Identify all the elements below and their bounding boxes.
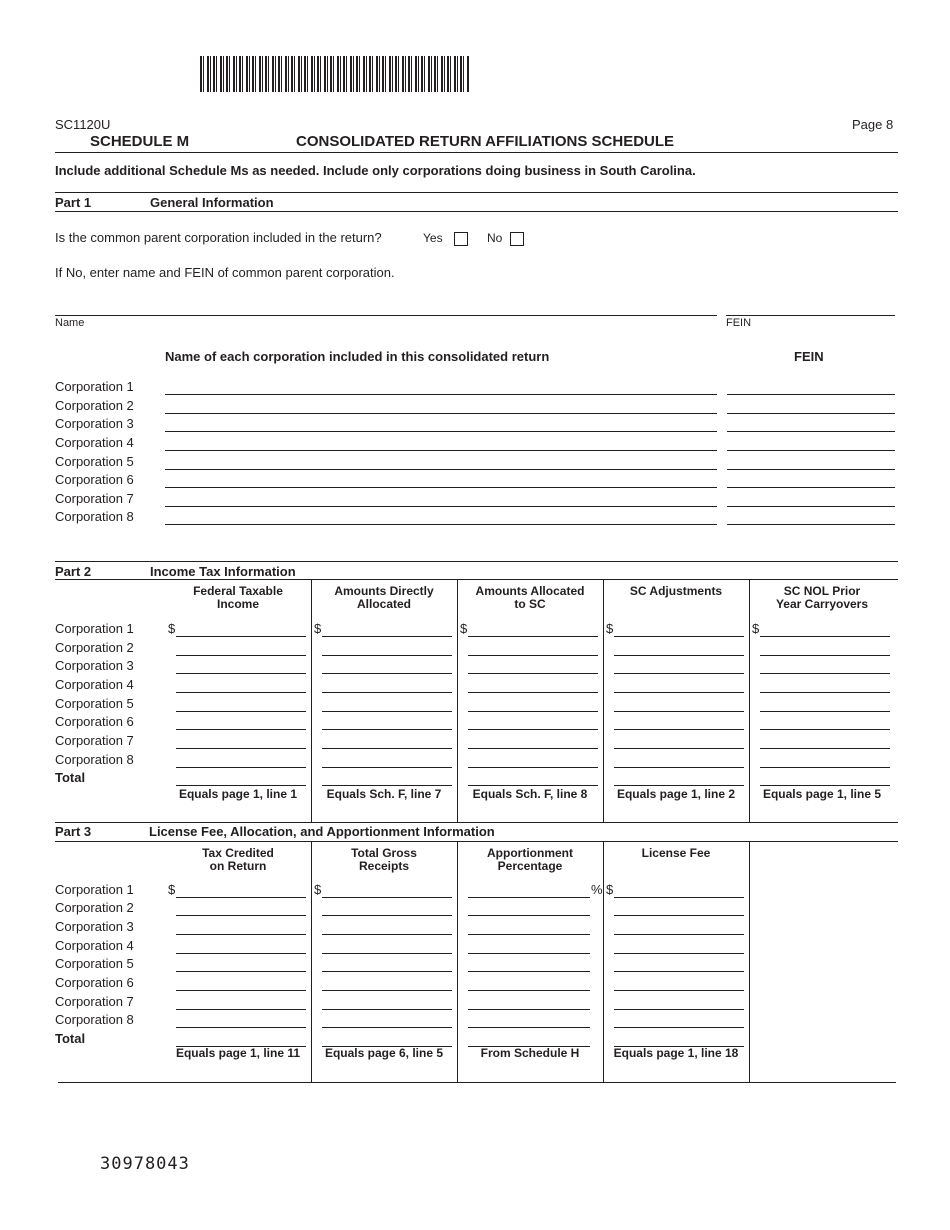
column-footer: Equals page 1, line 11 xyxy=(175,1046,301,1060)
corporation-label: Corporation 1 xyxy=(55,379,134,394)
total-field[interactable] xyxy=(176,1046,306,1047)
amount-field[interactable] xyxy=(468,729,598,730)
dollar-sign: $ xyxy=(168,621,176,636)
corporation-label: Corporation 8 xyxy=(55,1012,134,1027)
amount-field[interactable] xyxy=(760,767,890,768)
amount-field[interactable] xyxy=(176,1027,306,1028)
total-field[interactable] xyxy=(322,1046,452,1047)
column-header xyxy=(603,847,749,860)
corporation-label: Corporation 4 xyxy=(55,677,134,692)
column-header-line: Federal Taxable xyxy=(193,584,283,598)
amount-field[interactable] xyxy=(468,636,598,637)
amount-field[interactable] xyxy=(322,897,452,898)
column-header xyxy=(457,847,603,873)
corporation-name-field[interactable] xyxy=(165,431,717,432)
corporation-label: Corporation 4 xyxy=(55,435,134,450)
column-footer: From Schedule H xyxy=(480,1046,580,1060)
ocr-code: 30978043 xyxy=(100,1154,190,1174)
column-header-line: Total Gross xyxy=(351,846,417,860)
total-field[interactable] xyxy=(176,785,306,786)
column-header-line: SC NOL Prior xyxy=(783,584,861,598)
amount-field[interactable] xyxy=(614,767,744,768)
corporation-label: Corporation 3 xyxy=(55,919,134,934)
corporation-label: Corporation 3 xyxy=(55,658,134,673)
corporation-label: Corporation 7 xyxy=(55,994,134,1009)
divider xyxy=(58,1082,896,1083)
divider xyxy=(55,211,898,212)
amount-field[interactable] xyxy=(322,711,452,712)
part1-label: Part 1 xyxy=(55,195,92,210)
amount-field[interactable] xyxy=(760,711,890,712)
amount-field[interactable] xyxy=(322,748,452,749)
column-header-line: on Return xyxy=(209,859,267,873)
page-title: CONSOLIDATED RETURN AFFILIATIONS SCHEDULE xyxy=(296,133,675,150)
column-separator xyxy=(603,580,604,822)
corporation-label: Corporation 2 xyxy=(55,398,134,413)
corporation-label: Corporation 6 xyxy=(55,472,134,487)
column-footer: Equals Sch. F, line 8 xyxy=(472,787,588,801)
amount-field[interactable] xyxy=(760,729,890,730)
column-header-line: Allocated xyxy=(356,597,411,611)
amount-field[interactable] xyxy=(176,990,306,991)
amount-field[interactable] xyxy=(176,655,306,656)
amount-field[interactable] xyxy=(322,655,452,656)
corporation-label: Corporation 5 xyxy=(55,454,134,469)
corporation-label: Corporation 1 xyxy=(55,882,134,897)
amount-field[interactable] xyxy=(760,655,890,656)
column-separator xyxy=(749,580,750,822)
column-header-line: Tax Credited xyxy=(202,846,274,860)
amount-field[interactable] xyxy=(468,1009,590,1010)
parent-name-field[interactable] xyxy=(55,315,717,316)
amount-field[interactable] xyxy=(614,915,744,916)
corporation-label: Corporation 8 xyxy=(55,509,134,524)
amount-field[interactable] xyxy=(468,953,590,954)
corporation-fein-field[interactable] xyxy=(727,450,895,451)
amount-field[interactable] xyxy=(322,1027,452,1028)
corporation-name-field[interactable] xyxy=(165,469,717,470)
amount-field[interactable] xyxy=(468,971,590,972)
amount-field[interactable] xyxy=(468,711,598,712)
column-footer: Equals page 1, line 18 xyxy=(613,1046,739,1060)
amount-field[interactable] xyxy=(614,748,744,749)
corporation-label: Corporation 4 xyxy=(55,938,134,953)
amount-field[interactable] xyxy=(614,692,744,693)
corporation-label: Corporation 2 xyxy=(55,640,134,655)
dollar-sign: $ xyxy=(168,882,176,897)
part2-title: Income Tax Information xyxy=(150,564,296,579)
amount-field[interactable] xyxy=(322,1009,452,1010)
corporation-label: Corporation 8 xyxy=(55,752,134,767)
corporation-label: Corporation 7 xyxy=(55,491,134,506)
column-header-line: Percentage xyxy=(497,859,563,873)
amount-field[interactable] xyxy=(468,655,598,656)
dollar-sign: $ xyxy=(606,882,614,897)
amount-field[interactable] xyxy=(614,729,744,730)
amount-field[interactable] xyxy=(614,711,744,712)
total-field[interactable] xyxy=(322,785,452,786)
corporation-fein-field[interactable] xyxy=(727,394,895,395)
corporation-fein-field[interactable] xyxy=(727,413,895,414)
column-header xyxy=(165,847,311,873)
corporation-label: Corporation 1 xyxy=(55,621,134,636)
column-footer: Equals page 6, line 5 xyxy=(324,1046,444,1060)
column-footer: Equals page 1, line 5 xyxy=(762,787,882,801)
column-header-line: SC Adjustments xyxy=(629,584,723,598)
amount-field[interactable] xyxy=(468,897,590,898)
corporation-fein-field[interactable] xyxy=(727,506,895,507)
amount-field[interactable] xyxy=(760,673,890,674)
column-separator xyxy=(311,580,312,822)
divider xyxy=(55,152,898,153)
column-header-line: Income xyxy=(216,597,259,611)
dollar-sign: $ xyxy=(606,621,614,636)
total-field[interactable] xyxy=(614,1046,744,1047)
corporation-label: Corporation 5 xyxy=(55,956,134,971)
schedule-label: SCHEDULE M xyxy=(90,133,190,150)
column-header xyxy=(457,585,603,611)
dollar-sign: $ xyxy=(314,621,322,636)
column-footer: Equals page 1, line 1 xyxy=(178,787,298,801)
amount-field[interactable] xyxy=(322,729,452,730)
amount-field[interactable] xyxy=(322,953,452,954)
page-number: Page 8 xyxy=(852,117,894,132)
amount-field[interactable] xyxy=(468,692,598,693)
total-label: Total xyxy=(55,1031,86,1046)
total-field[interactable] xyxy=(468,1046,590,1047)
corporation-label: Corporation 6 xyxy=(55,714,134,729)
amount-field[interactable] xyxy=(760,692,890,693)
amount-field[interactable] xyxy=(614,953,744,954)
yes-checkbox[interactable] xyxy=(454,232,468,246)
corporation-label: Corporation 3 xyxy=(55,416,134,431)
amount-field[interactable] xyxy=(468,673,598,674)
total-field[interactable] xyxy=(468,785,598,786)
part2-label: Part 2 xyxy=(55,564,92,579)
divider xyxy=(55,579,898,580)
amount-field[interactable] xyxy=(176,767,306,768)
amount-field[interactable] xyxy=(322,673,452,674)
column-header-line: Amounts Allocated xyxy=(475,584,585,598)
amount-field[interactable] xyxy=(176,636,306,637)
corporation-label: Corporation 7 xyxy=(55,733,134,748)
amount-field[interactable] xyxy=(322,636,452,637)
column-header-line: Apportionment xyxy=(487,846,573,860)
column-footer: Equals page 1, line 2 xyxy=(616,787,736,801)
amount-field[interactable] xyxy=(176,748,306,749)
column-header xyxy=(603,585,749,598)
dollar-sign: $ xyxy=(314,882,322,897)
corporation-name-field[interactable] xyxy=(165,413,717,414)
column-separator xyxy=(457,580,458,822)
amount-field[interactable] xyxy=(468,767,598,768)
fein-caption: FEIN xyxy=(726,317,752,329)
total-field[interactable] xyxy=(760,785,890,786)
amount-field[interactable] xyxy=(614,897,744,898)
total-label: Total xyxy=(55,770,86,785)
divider xyxy=(55,192,898,193)
amount-field[interactable] xyxy=(322,934,452,935)
amount-field[interactable] xyxy=(176,711,306,712)
corporation-name-field[interactable] xyxy=(165,524,717,525)
parent-fein-field[interactable] xyxy=(726,315,895,316)
corporation-name-field[interactable] xyxy=(165,487,717,488)
percent-sign: % xyxy=(591,882,603,897)
amount-field[interactable] xyxy=(176,897,306,898)
column-header-line: Receipts xyxy=(358,859,410,873)
amount-field[interactable] xyxy=(176,915,306,916)
part1-title: General Information xyxy=(150,195,274,210)
amount-field[interactable] xyxy=(176,953,306,954)
corporation-name-field[interactable] xyxy=(165,506,717,507)
divider xyxy=(55,561,898,562)
corporation-label: Corporation 5 xyxy=(55,696,134,711)
amount-field[interactable] xyxy=(614,655,744,656)
total-field[interactable] xyxy=(614,785,744,786)
amount-field[interactable] xyxy=(322,990,452,991)
column-header xyxy=(749,585,895,611)
column-header xyxy=(311,847,457,873)
no-label: No xyxy=(487,231,503,245)
no-checkbox[interactable] xyxy=(510,232,524,246)
fein-heading: FEIN xyxy=(794,349,824,364)
column-header-line: License Fee xyxy=(641,846,711,860)
amount-field[interactable] xyxy=(614,673,744,674)
corp-list-heading: Name of each corporation included in this consolidated return xyxy=(165,349,550,364)
amount-field[interactable] xyxy=(468,748,598,749)
column-header xyxy=(311,585,457,611)
column-header-line: to SC xyxy=(514,597,546,611)
corporation-name-field[interactable] xyxy=(165,450,717,451)
part3-label: Part 3 xyxy=(55,824,92,839)
amount-field[interactable] xyxy=(176,692,306,693)
amount-field[interactable] xyxy=(614,636,744,637)
amount-field[interactable] xyxy=(322,767,452,768)
column-header xyxy=(165,585,311,611)
corporation-label: Corporation 2 xyxy=(55,900,134,915)
amount-field[interactable] xyxy=(614,1027,744,1028)
column-footer: Equals Sch. F, line 7 xyxy=(326,787,442,801)
amount-field[interactable] xyxy=(468,990,590,991)
amount-field[interactable] xyxy=(614,971,744,972)
amount-field[interactable] xyxy=(468,934,590,935)
form-id: SC1120U xyxy=(55,117,111,132)
corporation-fein-field[interactable] xyxy=(727,487,895,488)
amount-field[interactable] xyxy=(176,673,306,674)
dollar-sign: $ xyxy=(752,621,760,636)
corporation-fein-field[interactable] xyxy=(727,524,895,525)
amount-field[interactable] xyxy=(176,1009,306,1010)
divider xyxy=(55,822,898,823)
part3-title: License Fee, Allocation, and Apportionment Information xyxy=(149,824,495,839)
corporation-name-field[interactable] xyxy=(165,394,717,395)
amount-field[interactable] xyxy=(760,636,890,637)
parent-included-question: Is the common parent corporation included in the return? xyxy=(55,230,382,245)
column-header-line: Amounts Directly xyxy=(334,584,434,598)
instruction-text: Include additional Schedule Ms as needed. Include only corporations doing business in South Carolina. xyxy=(55,163,696,178)
corporation-label: Corporation 6 xyxy=(55,975,134,990)
dollar-sign: $ xyxy=(460,621,468,636)
barcode xyxy=(200,56,470,92)
amount-field[interactable] xyxy=(614,934,744,935)
if-no-instruction: If No, enter name and FEIN of common parent corporation. xyxy=(55,265,395,280)
divider xyxy=(55,841,898,842)
amount-field[interactable] xyxy=(322,692,452,693)
amount-field[interactable] xyxy=(614,990,744,991)
amount-field[interactable] xyxy=(468,915,590,916)
yes-label: Yes xyxy=(423,231,443,245)
corporation-fein-field[interactable] xyxy=(727,431,895,432)
column-separator xyxy=(749,842,750,1082)
amount-field[interactable] xyxy=(176,971,306,972)
amount-field[interactable] xyxy=(322,971,452,972)
name-caption: Name xyxy=(55,317,85,329)
amount-field[interactable] xyxy=(176,934,306,935)
column-header-line: Year Carryovers xyxy=(775,597,869,611)
amount-field[interactable] xyxy=(468,1027,590,1028)
amount-field[interactable] xyxy=(760,748,890,749)
amount-field[interactable] xyxy=(614,1009,744,1010)
amount-field[interactable] xyxy=(322,915,452,916)
amount-field[interactable] xyxy=(176,729,306,730)
corporation-fein-field[interactable] xyxy=(727,469,895,470)
